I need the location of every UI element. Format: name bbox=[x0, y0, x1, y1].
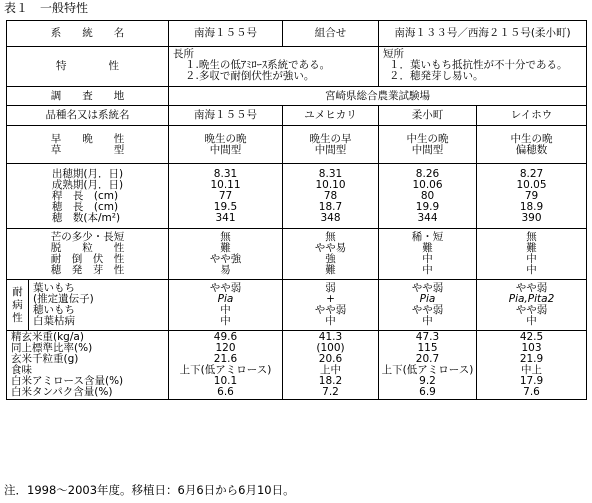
resistance-values bbox=[169, 280, 283, 331]
demerits-heading: 短所 bbox=[383, 48, 404, 60]
resistance-label: 葉いもち bbox=[33, 282, 75, 294]
value: やや弱 bbox=[515, 304, 548, 316]
value: 7.2 bbox=[322, 386, 339, 398]
value: 中 bbox=[220, 315, 231, 327]
value: 120 bbox=[215, 342, 236, 354]
value: 49.6 bbox=[213, 331, 238, 343]
value: 中生の晩 bbox=[510, 132, 553, 145]
value: 中上 bbox=[521, 364, 542, 376]
physical-values bbox=[379, 229, 477, 280]
footnote: 注．1998～2003年度。移植日：6月6日から6月10日。 bbox=[4, 483, 295, 497]
physical-label: 耐 倒 伏 性 bbox=[50, 253, 125, 265]
value: 無 bbox=[220, 231, 231, 243]
resistance-row bbox=[7, 280, 587, 331]
value: 中 bbox=[325, 315, 336, 327]
value: 無 bbox=[325, 231, 336, 243]
lineage-label: 系 統 名 bbox=[7, 21, 169, 47]
resistance-label: 穂いもち bbox=[33, 304, 75, 316]
value: 6.9 bbox=[419, 386, 436, 398]
value: 難 bbox=[325, 264, 336, 276]
value: 18.9 bbox=[519, 200, 544, 213]
value: 6.6 bbox=[217, 386, 234, 398]
growth-values bbox=[283, 164, 379, 229]
value: 10.11 bbox=[210, 178, 241, 191]
value: やや弱 bbox=[411, 304, 444, 316]
value: やや易 bbox=[314, 242, 347, 254]
value: 348 bbox=[320, 211, 341, 224]
value: 10.06 bbox=[412, 178, 443, 191]
cross-label: 組合せ bbox=[283, 21, 379, 47]
maturity-row bbox=[7, 126, 587, 164]
growth-label: 成熟期(月．日) bbox=[51, 178, 124, 191]
variety-name: ユメヒカリ bbox=[283, 106, 379, 126]
value: 18.7 bbox=[318, 200, 343, 213]
site-label: 調 査 地 bbox=[7, 87, 169, 106]
physical-label: 穂 発 芽 性 bbox=[50, 264, 125, 276]
value: 上下(低アミロース) bbox=[381, 364, 474, 376]
value: 上中 bbox=[320, 364, 341, 376]
maturity-values bbox=[283, 126, 379, 164]
value: 難 bbox=[422, 242, 433, 254]
demerit-item: ２．穂発芽し易い。 bbox=[389, 70, 484, 82]
value: 8.31 bbox=[318, 167, 343, 180]
lineage-row bbox=[7, 21, 587, 47]
value: 47.3 bbox=[415, 331, 440, 343]
plant-type-label: 草 型 bbox=[50, 143, 125, 156]
gene-value: Pia bbox=[419, 293, 436, 305]
physical-label: 脱 粒 性 bbox=[50, 242, 125, 254]
value: 42.5 bbox=[519, 331, 544, 343]
value: 中 bbox=[422, 315, 433, 327]
resistance-label: (推定遺伝子) bbox=[33, 293, 94, 305]
varieties-row bbox=[7, 106, 587, 126]
value: 21.9 bbox=[519, 353, 544, 365]
value: やや弱 bbox=[314, 304, 347, 316]
value: 19.5 bbox=[213, 200, 238, 213]
disease-resistance-label bbox=[7, 280, 29, 331]
value: 103 bbox=[521, 342, 542, 354]
value: 稀・短 bbox=[411, 231, 444, 243]
value: 8.26 bbox=[415, 167, 440, 180]
value: やや弱 bbox=[411, 282, 444, 294]
traits-label: 特 性 bbox=[7, 47, 169, 87]
quality-values bbox=[283, 331, 379, 400]
side-char: 性 bbox=[12, 311, 23, 324]
value: 8.27 bbox=[519, 167, 544, 180]
quality-values bbox=[477, 331, 587, 400]
value: 中間型 bbox=[411, 143, 444, 156]
value: 中生の晩 bbox=[406, 132, 449, 145]
quality-labels bbox=[7, 331, 169, 400]
value: 20.6 bbox=[318, 353, 343, 365]
resistance-labels bbox=[29, 280, 169, 331]
gene-value: Pia,Pita2 bbox=[508, 293, 555, 305]
merits-cell bbox=[169, 47, 379, 87]
value: 上下(低アミロース) bbox=[179, 364, 272, 376]
general-characteristics-table bbox=[6, 20, 587, 400]
value: 8.31 bbox=[213, 167, 238, 180]
maturity-labels bbox=[7, 126, 169, 164]
physical-label: 芒の多少・長短 bbox=[50, 231, 125, 243]
resistance-values bbox=[283, 280, 379, 331]
value: 易 bbox=[220, 264, 231, 276]
site-value: 宮崎県総合農業試験場 bbox=[169, 87, 587, 106]
merits-heading: 長所 bbox=[173, 48, 194, 60]
value: 晩生の晩 bbox=[204, 132, 247, 145]
physical-labels bbox=[7, 229, 169, 280]
maturity-values bbox=[169, 126, 283, 164]
physical-values bbox=[283, 229, 379, 280]
cross-value: 南海１３３号／西海２１５号(柔小町) bbox=[379, 21, 587, 47]
value: 77 bbox=[218, 189, 233, 202]
value: 中 bbox=[526, 253, 537, 265]
quality-values bbox=[169, 331, 283, 400]
value: 中間型 bbox=[209, 143, 242, 156]
value: やや弱 bbox=[209, 282, 242, 294]
quality-label: 食味 bbox=[11, 364, 32, 376]
value: 341 bbox=[215, 211, 236, 224]
quality-label: 白米タンパク含量(%) bbox=[11, 386, 113, 398]
gene-value: + bbox=[326, 293, 335, 305]
demerits-cell bbox=[379, 47, 587, 87]
value: 19.9 bbox=[415, 200, 440, 213]
quality-label: 精玄米重(kg/a) bbox=[11, 331, 84, 343]
value: 晩生の早 bbox=[309, 132, 352, 145]
resistance-values bbox=[477, 280, 587, 331]
merit-item: ２.多収で耐倒伏性が強い。 bbox=[185, 70, 315, 82]
growth-label: 穂 数(本/m²) bbox=[51, 211, 121, 224]
resistance-values bbox=[379, 280, 477, 331]
value: 7.6 bbox=[523, 386, 540, 398]
value: 10.10 bbox=[315, 178, 346, 191]
physical-values bbox=[169, 229, 283, 280]
value: 中 bbox=[220, 304, 231, 316]
value: (100) bbox=[316, 342, 345, 354]
growth-values bbox=[169, 164, 283, 229]
quality-row bbox=[7, 331, 587, 400]
value: 79 bbox=[524, 189, 539, 202]
quality-label: 同上標準比率(%) bbox=[11, 342, 93, 354]
value: 中 bbox=[526, 315, 537, 327]
value: やや弱 bbox=[515, 282, 548, 294]
growth-row bbox=[7, 164, 587, 229]
physical-row bbox=[7, 229, 587, 280]
value: 115 bbox=[417, 342, 438, 354]
variety-name: 柔小町 bbox=[379, 106, 477, 126]
quality-label: 白米アミロース含量(%) bbox=[11, 375, 124, 387]
growth-label: 穂 長 (cm) bbox=[51, 200, 119, 213]
value: 17.9 bbox=[519, 375, 544, 387]
maturity-label: 早 晩 性 bbox=[50, 132, 125, 145]
growth-label: 出穂期(月．日) bbox=[51, 167, 124, 180]
value: 中 bbox=[422, 253, 433, 265]
value: 21.6 bbox=[213, 353, 238, 365]
maturity-values bbox=[477, 126, 587, 164]
traits-row bbox=[7, 47, 587, 87]
value: 18.2 bbox=[318, 375, 343, 387]
side-char: 耐 bbox=[12, 285, 23, 298]
table-title: 表１ 一般特性 bbox=[4, 1, 89, 15]
quality-values bbox=[379, 331, 477, 400]
variety-name: レイホウ bbox=[477, 106, 587, 126]
merit-item: １.晩生の低ｱﾐﾛｰｽ系統である。 bbox=[185, 59, 331, 71]
value: 難 bbox=[220, 242, 231, 254]
varieties-label: 品種名又は系統名 bbox=[7, 106, 169, 126]
value: 10.05 bbox=[516, 178, 547, 191]
growth-values bbox=[477, 164, 587, 229]
value: 中間型 bbox=[314, 143, 347, 156]
value: 弱 bbox=[325, 282, 336, 294]
maturity-values bbox=[379, 126, 477, 164]
physical-values bbox=[477, 229, 587, 280]
resistance-label: 白葉枯病 bbox=[33, 315, 75, 327]
value: 390 bbox=[521, 211, 542, 224]
value: 無 bbox=[526, 231, 537, 243]
gene-value: Pia bbox=[217, 293, 234, 305]
value: 9.2 bbox=[419, 375, 436, 387]
value: 41.3 bbox=[318, 331, 343, 343]
value: 20.7 bbox=[415, 353, 440, 365]
quality-label: 玄米千粒重(g) bbox=[11, 353, 79, 365]
value: 難 bbox=[526, 242, 537, 254]
value: 344 bbox=[417, 211, 438, 224]
value: 中 bbox=[526, 264, 537, 276]
growth-label: 稈 長 (cm) bbox=[51, 189, 119, 202]
value: 強 bbox=[325, 253, 336, 265]
value: 中 bbox=[422, 264, 433, 276]
value: やや強 bbox=[209, 253, 242, 265]
line-name: 南海１５５号 bbox=[169, 21, 283, 47]
variety-name: 南海１５５号 bbox=[169, 106, 283, 126]
value: 偏穂数 bbox=[515, 143, 548, 156]
value: 10.1 bbox=[213, 375, 238, 387]
site-row bbox=[7, 87, 587, 106]
value: 78 bbox=[323, 189, 338, 202]
growth-values bbox=[379, 164, 477, 229]
growth-labels bbox=[7, 164, 169, 229]
demerit-item: １．葉いもち抵抗性が不十分である。 bbox=[389, 59, 568, 71]
side-char: 病 bbox=[12, 298, 23, 311]
value: 80 bbox=[420, 189, 435, 202]
